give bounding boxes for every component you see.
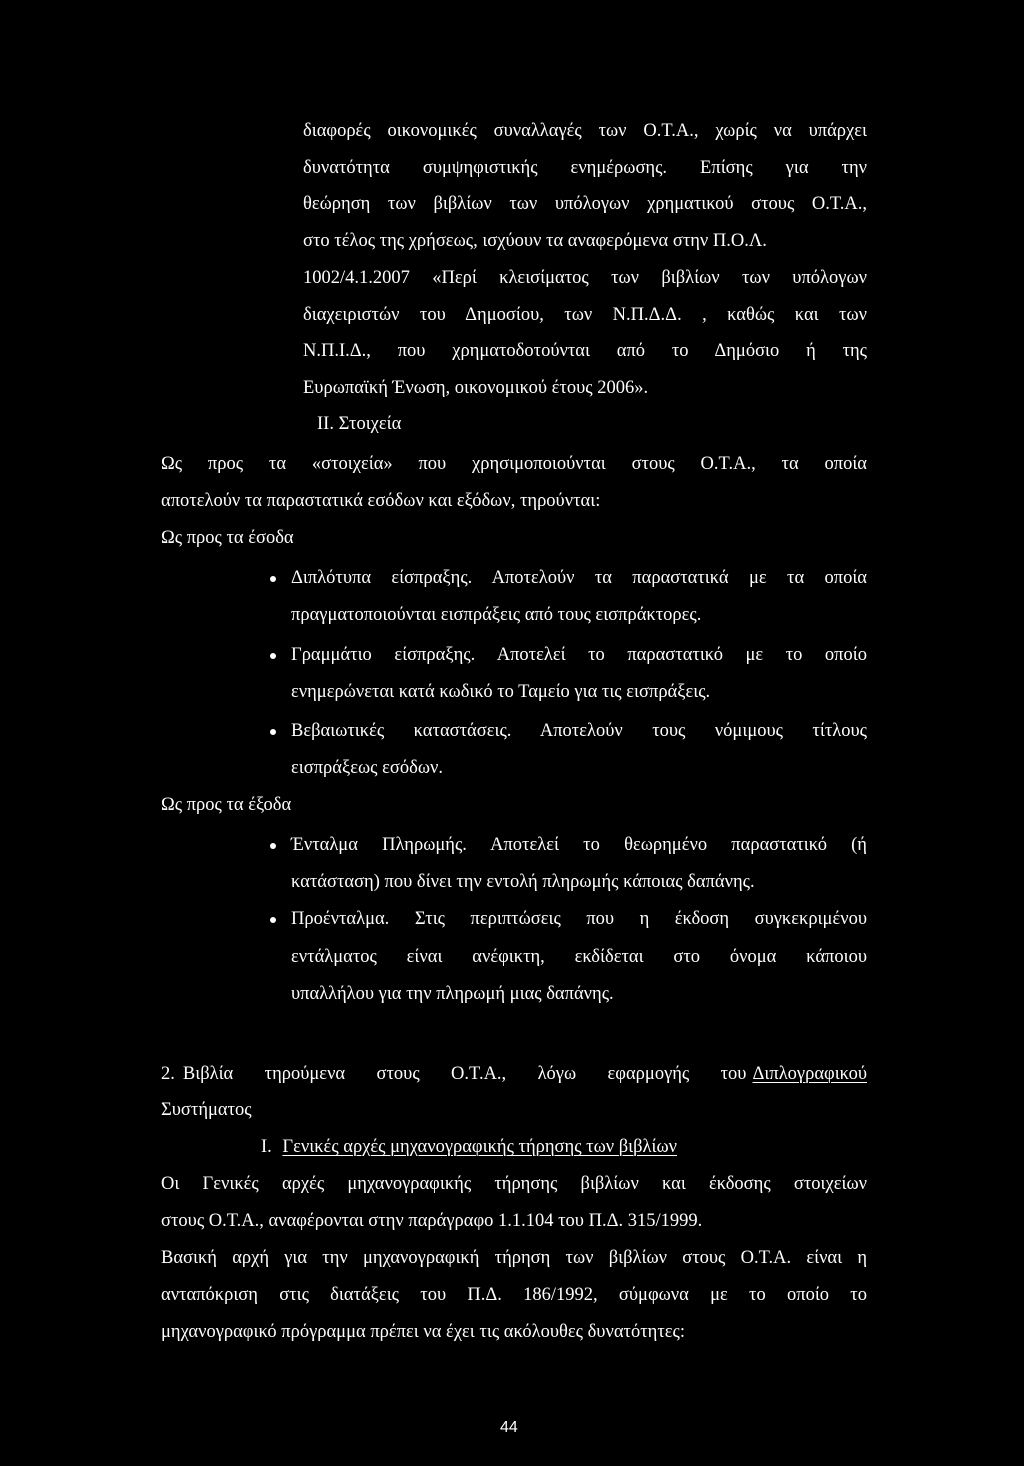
section-2-title-text: Βιβλία τηρούμενα στους Ο.Τ.Α., λόγω εφαρμογής του [182,1064,747,1084]
section-heading: II. Στοιχεία [317,414,402,434]
body-line: Οι Γενικές αρχές μηχανογραφικής τήρησης βιβλίων και έκδοσης στοιχείων [161,1174,867,1194]
list-item-line: πραγματοποιούνται εισπράξεις από τους εισπράκτορες. [291,605,702,625]
section-2-title [161,1063,867,1085]
body-line: ανταπόκριση στις διατάξεις του Π.Δ. 186/1992, σύμφωνα με το οποίο το [161,1285,867,1305]
income-label: Ως προς τα έσοδα [161,528,294,548]
list-item-line: Βεβαιωτικές καταστάσεις. Αποτελούν τους νόμιμους τίτλους [291,721,867,741]
paragraph-line: θεώρηση των βιβλίων των υπόλογων χρηματικού στους Ο.Τ.Α., [303,194,867,214]
subsection-number: I. [261,1137,272,1157]
paragraph-line: διαφορές οικονομικές συναλλαγές των Ο.Τ.Α., χωρίς να υπάρχει [303,121,867,141]
paragraph-line: Ευρωπαϊκή Ένωση, οικονομικού έτους 2006». [303,378,649,398]
bullet-icon [270,843,276,849]
body-line: στους Ο.Τ.Α., αναφέρονται στην παράγραφο 1.1.104 του Π.Δ. 315/1999. [161,1211,703,1231]
body-line: Βασική αρχή για την μηχανογραφική τήρηση των βιβλίων στους Ο.Τ.Α. είναι η [161,1248,867,1268]
section-2-title-line2: Συστήματος [161,1100,252,1120]
section-2-title-underlined: Διπλογραφικού [752,1064,867,1084]
paragraph-line: στο τέλος της χρήσεως, ισχύουν τα αναφερόμενα στην Π.Ο.Λ. [303,231,767,251]
list-item-line: υπαλλήλου για την πληρωμή μιας δαπάνης. [291,984,614,1004]
subsection-title: Γενικές αρχές μηχανογραφικής τήρησης των βιβλίων [282,1137,678,1157]
subsection-heading [261,1136,677,1158]
list-item-line: Προένταλμα. Στις περιπτώσεις που η έκδοση συγκεκριμένου [291,909,867,929]
list-item-line: Γραμμάτιο είσπραξης. Αποτελεί το παραστατικό με το οποίο [291,645,867,665]
page-number: 44 [500,1419,518,1436]
paragraph-line: Ν.Π.Ι.Δ., που χρηματοδοτούνται από το Δημόσιο ή της [303,341,867,361]
list-item-line: ενημερώνεται κατά κωδικό το Ταμείο για τις εισπράξεις. [291,682,711,702]
bullet-icon [270,729,276,735]
body-line: μηχανογραφικό πρόγραμμα πρέπει να έχει τις ακόλουθες δυνατότητες: [161,1322,685,1342]
list-item-line: κατάσταση) που δίνει την εντολή πληρωμής κάποιας δαπάνης. [291,872,755,892]
list-item-line: εντάλματος είναι ανέφικτη, εκδίδεται στο όνομα κάποιου [291,947,867,967]
paragraph-line: 1002/4.1.2007 «Περί κλεισίματος των βιβλίων των υπόλογων [303,268,867,288]
intro-line: Ως προς τα «στοιχεία» που χρησιμοποιούνται στους Ο.Τ.Α., τα οποία [161,454,867,474]
list-item-line: Ένταλμα Πληρωμής. Αποτελεί το θεωρημένο παραστατικό (ή [291,835,867,855]
paragraph-line: δυνατότητα συμψηφιστικής ενημέρωσης. Επίσης για την [303,158,867,178]
section-2-number: 2. [161,1064,175,1084]
bullet-icon [270,917,276,923]
bullet-icon [270,576,276,582]
bullet-icon [270,653,276,659]
paragraph-line: διαχειριστών του Δημοσίου, των Ν.Π.Δ.Δ. , καθώς και των [303,305,867,325]
list-item-line: εισπράξεως εσόδων. [291,758,444,778]
intro-line: αποτελούν τα παραστατικά εσόδων και εξόδων, τηρούνται: [161,491,601,511]
expenses-label: Ως προς τα έξοδα [161,795,292,815]
list-item-line: Διπλότυπα είσπραξης. Αποτελούν τα παραστατικά με τα οποία [291,568,867,588]
